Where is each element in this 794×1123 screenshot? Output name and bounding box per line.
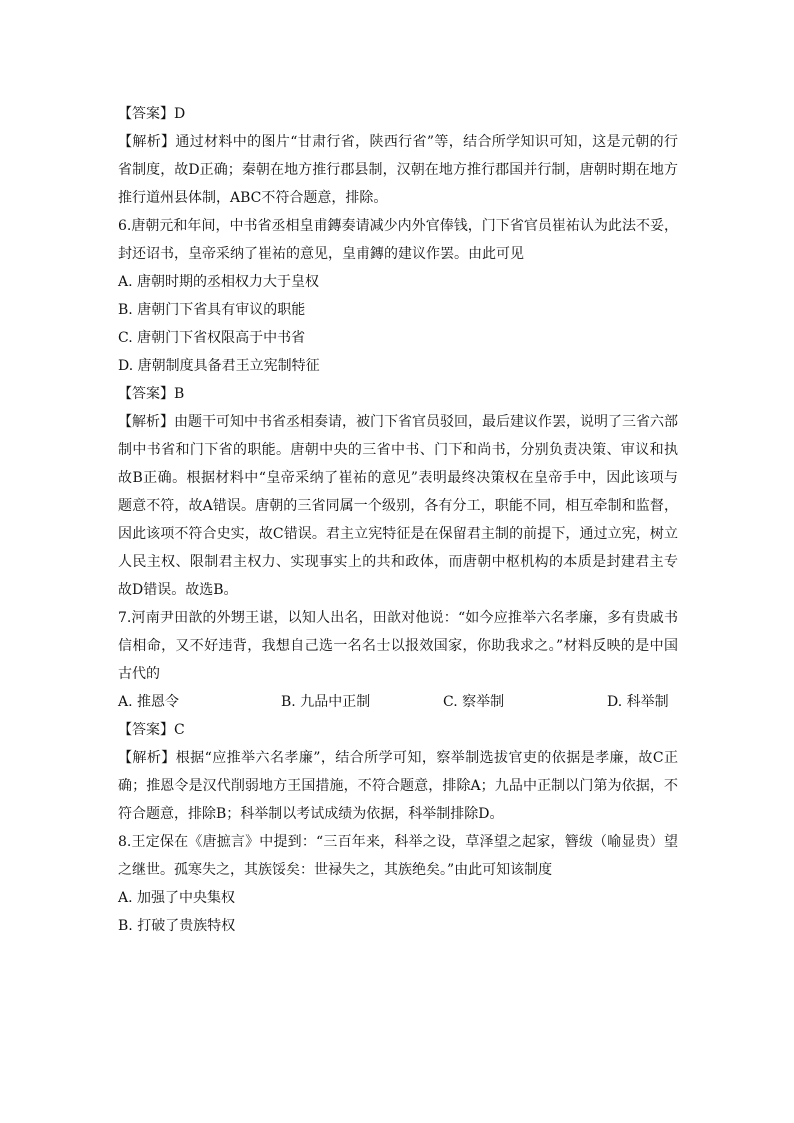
question-line: 古代的 <box>118 666 160 682</box>
text-line: 题意不符，故A错误。唐朝的三省同属一个级别，各有分工，职能不同，相互牵制和监督， <box>118 498 678 514</box>
question-line: 封还诏书，皇帝采纳了崔祐的意见，皇甫鏄的建议作罢。由此可见 <box>118 246 524 262</box>
answer-line: 【答案】D <box>118 106 186 122</box>
question-line: 6.唐朝元和年间，中书省丞相皇甫鏄奏请减少内外官俸钱，门下省官员崔祐认为此法不妥， <box>118 218 678 234</box>
text-line: 省制度，故D正确；秦朝在地方推行郡县制，汉朝在地方推行郡国并行制，唐朝时期在地方 <box>118 162 678 178</box>
option-a: A. 推恩令 <box>118 694 180 710</box>
explanation-q6 <box>118 408 678 604</box>
option-b: B. 打破了贵族特权 <box>118 918 236 934</box>
text-line: 【解析】通过材料中的图片“甘肃行省，陕西行省”等，结合所学知识可知，这是元朝的行 <box>118 134 678 150</box>
answer-q5 <box>118 100 678 128</box>
option-b: B. 唐朝门下省具有审议的职能 <box>118 302 306 318</box>
explanation-q5 <box>118 128 678 212</box>
text-line: 【解析】根据“应推举六名孝廉”，结合所学可知，察举制选拔官吏的依据是孝廉，故C正 <box>118 750 678 766</box>
option-a: A. 唐朝时期的丞相权力大于皇权 <box>118 274 320 290</box>
answer-line: 【答案】B <box>118 386 185 402</box>
question-8-options <box>118 884 678 940</box>
option-b: B. 九品中正制 <box>281 694 371 710</box>
question-line: 7.河南尹田歆的外甥王谌，以知人出名，田歆对他说：“如今应推举六名孝廉，多有贵戚书 <box>118 610 678 626</box>
option-c: C. 唐朝门下省权限高于中书省 <box>118 330 306 346</box>
document-page <box>118 100 678 940</box>
text-line: 故B正确。根据材料中“皇帝采纳了崔祐的意见”表明最终决策权在皇帝手中，因此该项与 <box>118 470 678 486</box>
question-6 <box>118 212 678 268</box>
text-line: 故D错误。故选B。 <box>118 582 238 598</box>
text-line: 因此该项不符合史实，故C错误。君主立宪特征是在保留君主制的前提下，通过立宪，树立 <box>118 526 678 542</box>
option-c: C. 察举制 <box>443 694 505 710</box>
explanation-q7 <box>118 744 678 828</box>
question-line: 信相命，又不好违背，我想自己选一名名士以报效国家，你助我求之。”材料反映的是中国 <box>118 638 678 654</box>
text-line: 人民主权、限制君主权力、实现事实上的共和政体，而唐朝中枢机构的本质是封建君主专 <box>118 554 678 570</box>
answer-q7 <box>118 716 678 744</box>
text-line: 【解析】由题干可知中书省丞相奏请，被门下省官员驳回，最后建议作罢，说明了三省六部 <box>118 414 678 430</box>
text-line: 推行道州县体制，ABC不符合题意，排除。 <box>118 190 388 206</box>
question-7-options <box>118 688 678 716</box>
option-d: D. 科举制 <box>607 694 669 710</box>
question-6-options <box>118 268 678 380</box>
question-7 <box>118 604 678 688</box>
question-line: 之继世。孤寒失之，其族馁矣：世禄失之，其族绝矣。”由此可知该制度 <box>118 862 553 878</box>
question-8 <box>118 828 678 884</box>
question-line: 8.王定保在《唐摭言》中提到：“三百年来，科举之设，草泽望之起家，簪绂（喻显贵）望 <box>118 834 678 850</box>
option-d: D. 唐朝制度具备君王立宪制特征 <box>118 358 320 374</box>
answer-line: 【答案】C <box>118 722 185 738</box>
answer-q6 <box>118 380 678 408</box>
text-line: 制中书省和门下省的职能。唐朝中央的三省中书、门下和尚书，分别负责决策、审议和执 <box>118 442 678 458</box>
text-line: 符合题意，排除B；科举制以考试成绩为依据，科举制排除D。 <box>118 806 504 822</box>
option-a: A. 加强了中央集权 <box>118 890 236 906</box>
text-line: 确；推恩令是汉代削弱地方王国措施，不符合题意，排除A；九品中正制以门第为依据，不 <box>118 778 678 794</box>
